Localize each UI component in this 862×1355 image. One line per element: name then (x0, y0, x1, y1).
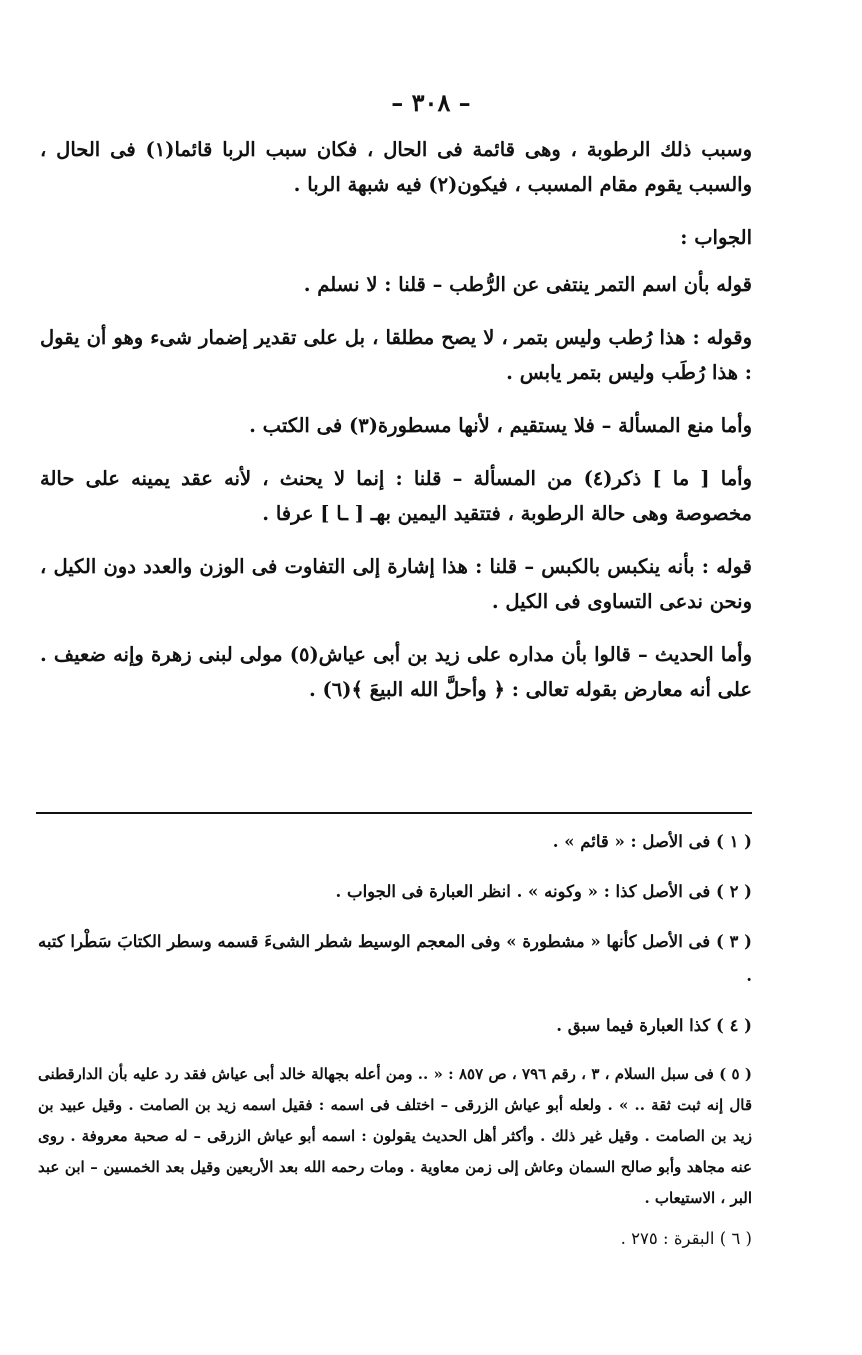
paragraph-4: وقوله : هذا رُطب وليس بتمر ، لا يصح مطلقا ، بل على تقدير إضمار شىء وهو أن يقول : هذا رُطَب وليس بتمر يابس . (40, 326, 752, 384)
paragraph-5: وأما منع المسألة – فلا يستقيم ، لأنها مسطورة(٣) فى الكتب . (249, 414, 752, 437)
paragraph-1: وسبب ذلك الرطوبة ، وهى قائمة فى الحال ، فكان سبب الربا قائما(١) فى الحال ، والسبب يقوم مقام المسبب ، فيكون(٢) فيه شبهة الربا . (40, 138, 752, 196)
paragraph-answer-heading: الجواب : (680, 226, 752, 249)
footnote-1: ( ١ ) فى الأصل : « قائم » . (552, 832, 752, 851)
paragraph-3: قوله بأن اسم التمر ينتفى عن الرُّطب – قلنا : لا نسلم . (303, 273, 752, 296)
page-number: – ٣٠٨ – (391, 88, 471, 117)
footnote-3: ( ٣ ) فى الأصل كأنها « مشطورة » وفى المعجم الوسيط شطر الشىءَ قسمه وسطر الكتابَ سَطْرا كتبه . (38, 932, 752, 985)
paragraph-8: وأما الحديث – قالوا بأن مداره على زيد بن أبى عياش(٥) مولى لبنى زهرة وإنه ضعيف . على أنه معارض بقوله تعالى : ﴿ وأحلَّ الله البيعَ ﴾(٦) . (40, 643, 752, 701)
footnote-4: ( ٤ ) كذا العبارة فيما سبق . (556, 1016, 752, 1035)
footnote-5: ( ٥ ) فى سبل السلام ، ٣ ، رقم ٧٩٦ ، ص ٨٥٧ : « .. ومن أعله بجهالة خالد أبى عياش فقد رد عليه بأن الدارقطنى قال إنه ثبت ثقة .. » . ولعله أبو عياش الزرقى – اختلف فى اسمه : فقيل اسمه زيد بن الصامت . وقيل عبيد بن زيد بن الصامت . وقيل غير ذلك . وأكثر أهل الحديث يقولون : اسمه أبو عياش الزرقى – له صحبة معروفة . روى عنه مجاهد وأبو صالح السمان وعاش إلى زمن معاوية . ومات رحمه الله بعد الأربعين وقيل بعد الخمسين – ابن عبد البر ، الاستيعاب . (38, 1065, 752, 1207)
paragraph-6: وأما [ ما ] ذكر(٤) من المسألة – قلنا : إنما لا يحنث ، لأنه عقد يمينه على حالة مخصوصة وهى حالة الرطوبة ، فتتقيد اليمين بهـ [ ـا ] عرفا . (40, 467, 752, 525)
paragraph-7: قوله : بأنه ينكبس بالكبس – قلنا : هذا إشارة إلى التفاوت فى الوزن والعدد دون الكيل ، ونحن ندعى التساوى فى الكيل . (40, 555, 752, 613)
main-text (40, 132, 752, 725)
footnotes (38, 825, 752, 1272)
footnote-6: ( ٦ ) البقرة : ٢٧٥ . (620, 1229, 752, 1248)
footnote-divider (36, 812, 752, 814)
footnote-2: ( ٢ ) فى الأصل كذا : « وكونه » . انظر العبارة فى الجواب . (335, 882, 752, 901)
